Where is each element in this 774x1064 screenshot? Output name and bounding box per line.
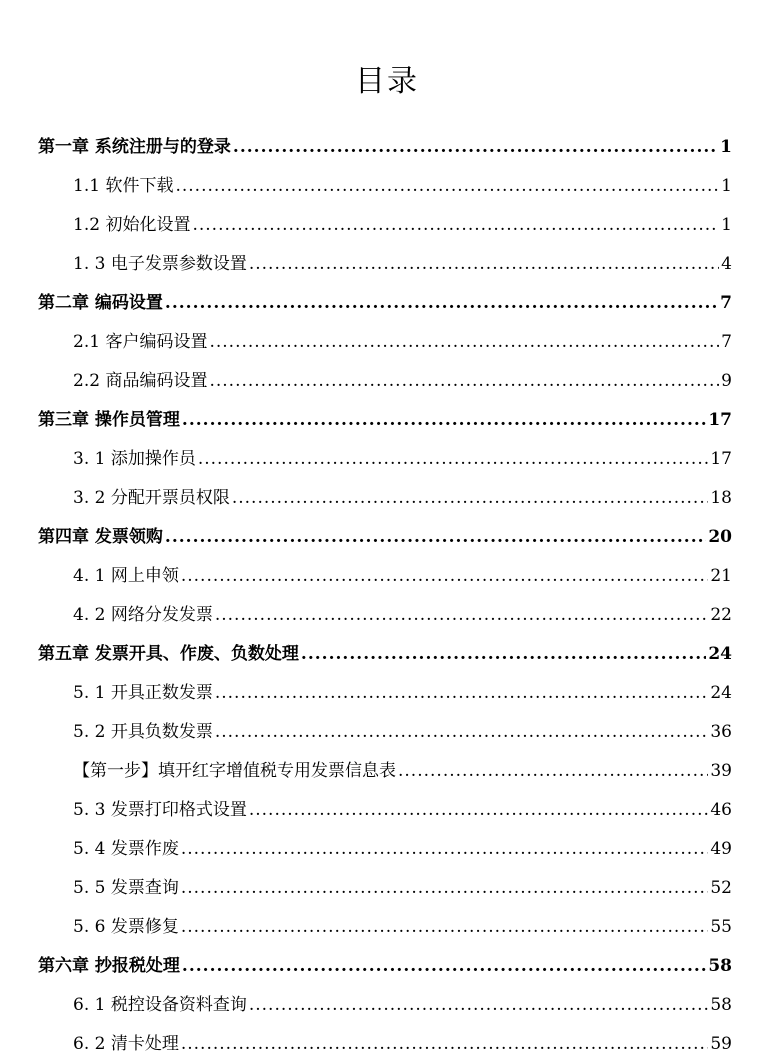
toc-dot-leader [165, 518, 706, 557]
toc-entry-label: 第五章 发票开具、作废、负数处理 [38, 644, 299, 664]
toc-entry-label: 第一章 系统注册与的登录 [38, 137, 231, 157]
toc-page-number: 49 [710, 839, 732, 859]
toc-dot-leader [165, 284, 718, 323]
toc-section-entry[interactable] [38, 830, 732, 869]
toc-entry-label: 4. 1 网上申领 [73, 566, 179, 586]
toc-page-number: 21 [710, 566, 732, 586]
toc-entry-label: 1. 3 电子发票参数设置 [73, 254, 247, 274]
toc-chapter-entry[interactable] [38, 128, 732, 167]
toc-dot-leader [215, 674, 709, 713]
toc-entry-label: 2.1 客户编码设置 [73, 332, 208, 352]
toc-page-number: 4 [721, 254, 732, 274]
toc-page-number: 36 [710, 722, 732, 742]
toc-section-entry[interactable] [38, 167, 732, 206]
toc-page-number: 22 [710, 605, 732, 625]
toc-entry-label: 1.1 软件下载 [73, 176, 174, 196]
toc-dot-leader [181, 1025, 709, 1064]
toc-entry-label: 5. 4 发票作废 [73, 839, 179, 859]
toc-section-entry[interactable] [38, 479, 732, 518]
toc-section-entry[interactable] [38, 674, 732, 713]
toc-page-number: 20 [708, 527, 732, 547]
toc-section-entry[interactable] [38, 869, 732, 908]
toc-entry-label: 5. 2 开具负数发票 [73, 722, 213, 742]
toc-section-entry[interactable] [38, 752, 732, 791]
toc-page-number: 7 [721, 332, 732, 352]
toc-dot-leader [301, 635, 706, 674]
toc-dot-leader [181, 557, 709, 596]
table-of-contents [38, 128, 732, 1064]
page-title: 目录 [355, 64, 419, 100]
toc-chapter-entry[interactable] [38, 635, 732, 674]
toc-dot-leader [175, 167, 719, 206]
toc-page-number: 24 [710, 683, 732, 703]
toc-dot-leader [182, 947, 706, 986]
toc-page-number: 1 [721, 176, 732, 196]
toc-dot-leader [249, 791, 709, 830]
toc-page-number: 58 [710, 995, 732, 1015]
toc-entry-label: 第六章 抄报税处理 [38, 956, 180, 976]
toc-page-number: 58 [708, 956, 732, 976]
toc-dot-leader [181, 830, 709, 869]
toc-dot-leader [249, 986, 709, 1025]
toc-entry-label: 5. 1 开具正数发票 [73, 683, 213, 703]
toc-section-entry[interactable] [38, 245, 732, 284]
toc-dot-leader [232, 479, 709, 518]
toc-entry-label: 【第一步】填开红字增值税专用发票信息表 [73, 761, 396, 781]
toc-section-entry[interactable] [38, 908, 732, 947]
toc-dot-leader [209, 362, 719, 401]
toc-dot-leader [198, 440, 709, 479]
toc-entry-label: 第四章 发票领购 [38, 527, 163, 547]
toc-entry-label: 3. 1 添加操作员 [73, 449, 196, 469]
toc-page-number: 39 [710, 761, 732, 781]
toc-chapter-entry[interactable] [38, 947, 732, 986]
toc-page-number: 17 [710, 449, 732, 469]
toc-entry-label: 6. 1 税控设备资料查询 [73, 995, 247, 1015]
toc-page-number: 7 [720, 293, 732, 313]
toc-page-number: 1 [720, 137, 732, 157]
toc-dot-leader [249, 245, 719, 284]
toc-entry-label: 6. 2 清卡处理 [73, 1034, 179, 1054]
toc-dot-leader [215, 713, 709, 752]
toc-section-entry[interactable] [38, 713, 732, 752]
toc-page-number: 1 [721, 215, 732, 235]
toc-page-number: 46 [710, 800, 732, 820]
toc-section-entry[interactable] [38, 362, 732, 401]
toc-page-number: 18 [710, 488, 732, 508]
toc-entry-label: 2.2 商品编码设置 [73, 371, 208, 391]
toc-section-entry[interactable] [38, 323, 732, 362]
toc-section-entry[interactable] [38, 596, 732, 635]
toc-entry-label: 1.2 初始化设置 [73, 215, 191, 235]
toc-chapter-entry[interactable] [38, 284, 732, 323]
toc-page-number: 52 [710, 878, 732, 898]
toc-dot-leader [398, 752, 708, 791]
toc-entry-label: 4. 2 网络分发发票 [73, 605, 213, 625]
toc-entry-label: 第二章 编码设置 [38, 293, 163, 313]
toc-section-entry[interactable] [38, 1025, 732, 1064]
toc-section-entry[interactable] [38, 440, 732, 479]
toc-dot-leader [182, 401, 706, 440]
toc-chapter-entry[interactable] [38, 518, 732, 557]
toc-page-number: 17 [708, 410, 732, 430]
toc-page-number: 9 [721, 371, 732, 391]
toc-page-number: 24 [708, 644, 732, 664]
toc-entry-label: 5. 3 发票打印格式设置 [73, 800, 247, 820]
toc-section-entry[interactable] [38, 206, 732, 245]
toc-dot-leader [215, 596, 709, 635]
toc-dot-leader [181, 908, 709, 947]
toc-section-entry[interactable] [38, 791, 732, 830]
toc-dot-leader [233, 128, 718, 167]
toc-entry-label: 5. 6 发票修复 [73, 917, 179, 937]
toc-dot-leader [192, 206, 719, 245]
toc-section-entry[interactable] [38, 986, 732, 1025]
toc-dot-leader [209, 323, 719, 362]
toc-entry-label: 3. 2 分配开票员权限 [73, 488, 230, 508]
toc-chapter-entry[interactable] [38, 401, 732, 440]
toc-entry-label: 5. 5 发票查询 [73, 878, 179, 898]
toc-section-entry[interactable] [38, 557, 732, 596]
toc-page-number: 59 [710, 1034, 732, 1054]
toc-page-number: 55 [710, 917, 732, 937]
toc-dot-leader [181, 869, 709, 908]
toc-entry-label: 第三章 操作员管理 [38, 410, 180, 430]
